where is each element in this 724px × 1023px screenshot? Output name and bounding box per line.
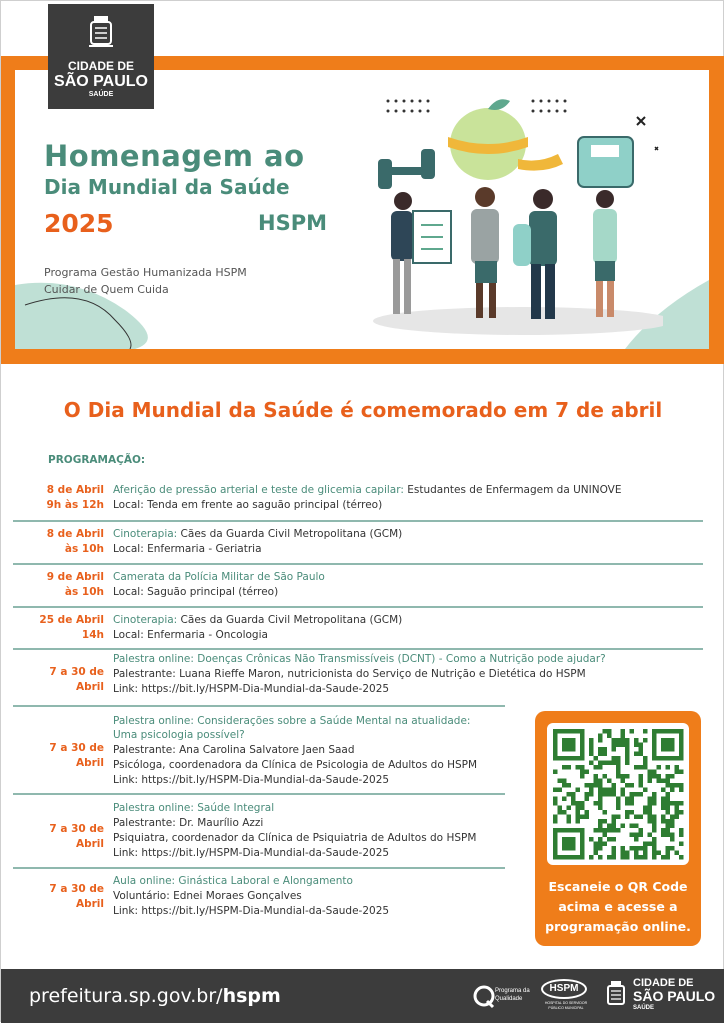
logo-line2: SÃO PAULO	[54, 73, 148, 90]
event-title-line2: Uma psicologia possível?	[113, 729, 245, 741]
event-title: Aula online: Ginástica Laboral e Alongamento	[113, 875, 353, 887]
divider	[13, 520, 703, 522]
divider	[13, 793, 505, 795]
city-crest-icon	[87, 14, 115, 52]
footer	[1, 969, 724, 1023]
logo-line1: CIDADE DE	[67, 59, 134, 73]
footer-url[interactable]	[29, 985, 281, 1007]
footer-url-plain: prefeitura.sp.gov.br/	[29, 985, 223, 1007]
event-title: Aferição de pressão arterial e teste de glicemia capilar:	[113, 484, 404, 496]
program-line1: Programa Gestão Humanizada HSPM	[44, 266, 247, 279]
event-link[interactable]: Link: https://bit.ly/HSPM-Dia-Mundial-da-Saude-2025	[113, 905, 390, 917]
event-time: às 10h	[64, 586, 104, 598]
event-date: 9 de Abril	[46, 571, 104, 583]
footer-url-bold: hspm	[222, 985, 281, 1007]
event-title: Camerata da Polícia Militar de São Paulo	[113, 571, 325, 583]
event-detail: Psicóloga, coordenadora da Clínica de Psicologia de Adultos do HSPM	[113, 759, 478, 771]
health-illustration	[363, 89, 663, 339]
event-date: 7 a 30 de Abril	[49, 666, 104, 693]
event-time: 9h às 12h	[46, 499, 104, 511]
title-line2: Dia Mundial da Saúde	[44, 175, 290, 199]
event-detail: Palestrante: Dr. Maurílio Azzi	[113, 817, 264, 829]
event-title-rest: Cães da Guarda Civil Metropolitana (GCM)	[177, 614, 403, 626]
qr-text-line2: acima e acesse a	[558, 899, 678, 914]
event-time: às 10h	[64, 543, 104, 555]
event-detail: Palestrante: Ana Carolina Salvatore Jaen Saad	[113, 744, 355, 756]
event-title-rest: Cães da Guarda Civil Metropolitana (GCM)	[177, 528, 403, 540]
event-detail: Psiquiatra, coordenador da Clínica de Psiquiatria de Adultos do HSPM	[113, 832, 477, 844]
city-crest-icon	[605, 980, 627, 1010]
event-date: 25 de Abril	[39, 614, 104, 626]
event-detail: Local: Enfermaria - Oncologia	[113, 629, 268, 641]
qr-code[interactable]	[547, 723, 689, 865]
divider	[13, 867, 505, 869]
city-footer-logo	[605, 977, 715, 1017]
year: 2025	[44, 209, 114, 238]
event-date: 7 a 30 de Abril	[49, 823, 104, 850]
event-title: Cinoterapia:	[113, 614, 178, 626]
hspm-tag: HSPM	[258, 211, 327, 235]
divider	[13, 705, 505, 707]
hspm-logo-sub: HOSPITAL DO SERVIDOR PÚBLICO MUNICIPAL	[544, 1001, 588, 1010]
event-detail: Voluntário: Ednei Moraes Gonçalves	[113, 890, 302, 902]
event-link[interactable]: Link: https://bit.ly/HSPM-Dia-Mundial-da-Saude-2025	[113, 774, 390, 786]
event-detail: Local: Saguão principal (térreo)	[113, 586, 279, 598]
qr-text-line1: Escaneie o QR Code	[548, 879, 688, 894]
event-title: Palestra online: Doenças Crônicas Não Transmissíveis (DCNT) - Como a Nutrição pode ajudar?	[113, 653, 606, 665]
event-title: Palestra online: Saúde Integral	[113, 802, 275, 814]
city-logo-line3: SAÚDE	[633, 1005, 655, 1011]
divider	[13, 648, 703, 650]
event-title-rest: Estudantes de Enfermagem da UNINOVE	[403, 484, 622, 496]
city-logo-line2: SÃO PAULO	[633, 988, 716, 1004]
headline: O Dia Mundial da Saúde é comemorado em 7 de abril	[63, 398, 663, 422]
program-line2: Cuidar de Quem Cuida	[44, 283, 169, 296]
event-date: 7 a 30 de Abril	[49, 883, 104, 910]
event-time: 14h	[81, 629, 104, 641]
qualidade-icon	[473, 983, 495, 1009]
hspm-logo-text: HSPM	[541, 979, 587, 999]
divider	[13, 563, 703, 565]
event-link[interactable]: Link: https://bit.ly/HSPM-Dia-Mundial-da-Saude-2025	[113, 683, 390, 695]
event-detail: Local: Tenda em frente ao saguão principal (térreo)	[113, 499, 383, 511]
city-logo-line1: CIDADE DE	[633, 977, 694, 989]
event-title: Cinoterapia:	[113, 528, 178, 540]
qr-card	[535, 711, 701, 946]
event-date: 8 de Abril	[46, 528, 104, 540]
programacao-label: PROGRAMAÇÃO:	[48, 454, 146, 466]
event-date: 8 de Abril	[46, 484, 104, 496]
qualidade-label: Programa da Qualidade	[495, 988, 530, 1002]
qr-text-line3: programação online.	[545, 919, 691, 934]
city-logo	[48, 4, 154, 109]
event-detail: Local: Enfermaria - Geriatria	[113, 543, 262, 555]
logo-line3: SAÚDE	[88, 91, 114, 98]
event-title: Palestra online: Considerações sobre a Saúde Mental na atualidade:	[113, 715, 471, 727]
qr-code-icon	[547, 723, 689, 865]
title-line1: Homenagem ao	[44, 139, 305, 173]
hspm-logo	[541, 979, 591, 1013]
event-detail: Palestrante: Luana Rieffe Maron, nutricionista do Serviço de Nutrição e Dietética do HSPM	[113, 668, 586, 680]
event-link[interactable]: Link: https://bit.ly/HSPM-Dia-Mundial-da-Saude-2025	[113, 847, 390, 859]
divider	[13, 606, 703, 608]
event-date: 7 a 30 de Abril	[49, 742, 104, 769]
